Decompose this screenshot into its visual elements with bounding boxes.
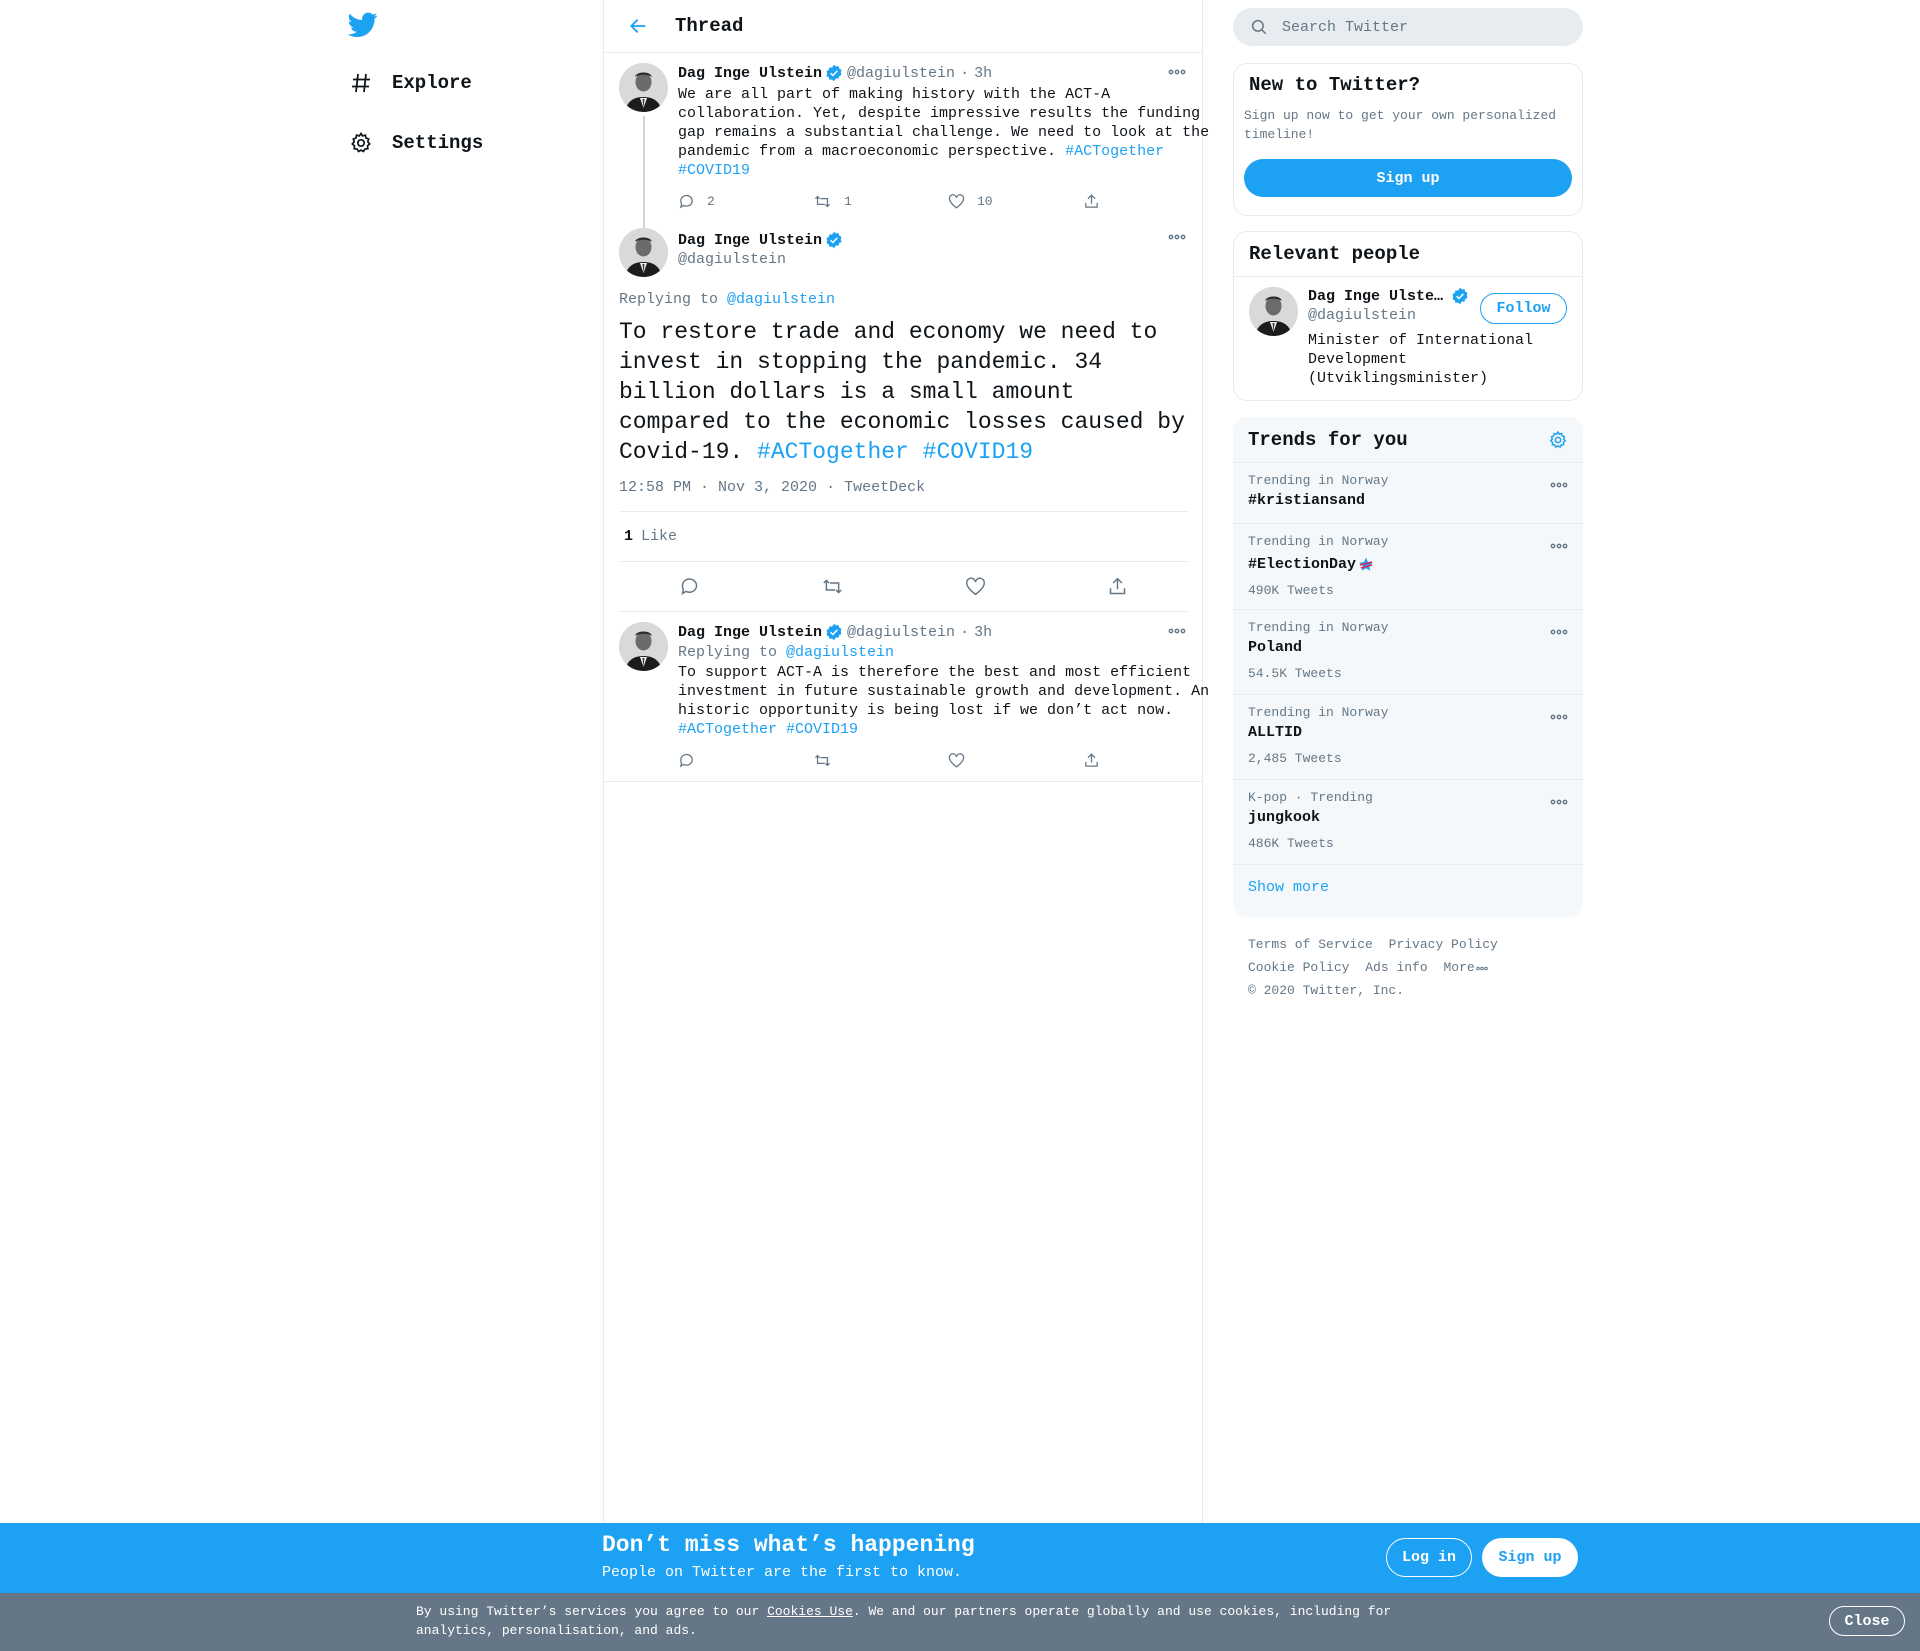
hashtag-link[interactable]: #ACTogether [757,439,909,465]
heart-icon [948,752,965,769]
thread-column [603,0,1219,1523]
person-name[interactable]: Dag Inge Ulste… [1308,287,1444,305]
tweet-text [619,317,1188,467]
trend-context: Trending in Norway [1248,705,1389,720]
trend-context: Trending in Norway [1248,473,1389,488]
hashtag-link[interactable]: #ACTogether [678,721,778,738]
privacy-link[interactable]: Privacy Policy [1388,937,1498,952]
retweet-count: 1 [844,193,852,209]
tweet-author-name[interactable]: Dag Inge Ulstein [678,623,823,641]
signup-card-subtitle: Sign up now to get your own personalized timeline! [1244,108,1557,142]
person-bio: Minister of International Development (Utviklingsminister) [1308,332,1534,387]
trend-count: 2,485 Tweets [1248,751,1342,766]
trend-name: ALLTID [1248,724,1303,741]
avatar[interactable] [619,622,668,671]
signup-banner-subtitle: People on Twitter are the first to know. [602,1564,963,1581]
search-input[interactable] [1282,19,1552,36]
replying-to [619,291,1188,308]
tweet-text [678,85,1218,180]
trends-card [1233,417,1583,917]
trend-item[interactable] [1233,524,1583,610]
share-button[interactable] [1083,752,1218,769]
gear-icon[interactable] [1548,430,1568,450]
more-options-icon[interactable] [1550,792,1568,810]
tweet-actions [678,184,1218,218]
trend-context: Trending in Norway [1248,534,1389,549]
show-more-link[interactable]: Show more [1248,879,1330,896]
like-button[interactable] [948,193,1083,210]
reply-icon [678,193,695,210]
tweet-reply[interactable] [604,612,1219,782]
more-options-icon[interactable] [1550,707,1568,725]
footer-links [1248,933,1578,1002]
trend-name: #kristiansand [1248,492,1366,509]
tweet-author-name[interactable]: Dag Inge Ulstein [678,231,823,249]
more-options-icon[interactable] [1168,65,1186,79]
trend-context: K-pop · Trending [1248,790,1373,805]
reply-button[interactable] [678,752,813,769]
more-dots-icon [1476,966,1488,971]
hashtag-link[interactable]: #COVID19 [786,721,859,738]
terms-link[interactable]: Terms of Service [1248,937,1373,952]
reply-icon [678,752,695,769]
tweet-actions [619,562,1188,612]
signup-button[interactable]: Sign up [1244,159,1572,197]
tweet-author-handle[interactable]: @dagiulstein [847,623,956,641]
share-icon [1083,193,1100,210]
reply-count: 2 [707,193,715,209]
verified-badge-icon [1451,287,1469,305]
likes-total: 1 [624,528,634,545]
share-icon [1083,752,1100,769]
separator: · [960,64,970,82]
tweet-author-handle[interactable]: @dagiulstein [847,64,956,82]
tweet-text-body: We are all part of making history with the ACT-A collaboration. Yet, despite impressive results the funding gap remains a substantial challenge. We need to look at the pandemic from a macroeconomic perspective. [678,86,1219,160]
cookie-text-after: . We and our partners operate globally and use cookies, including for analytics, personalisation, and ads. [416,1604,1392,1638]
tweet-first[interactable] [604,53,1219,218]
retweet-button[interactable] [813,752,948,769]
more-link[interactable] [1443,960,1487,975]
tweet-text-body: To restore trade and economy we need to invest in stopping the pandemic. 34 billion dollars is a small amount compared to the economic losses caused by Covid-19. [619,319,1185,465]
verified-badge-icon [825,623,843,641]
arrow-left-icon[interactable] [618,6,658,46]
tweet-datetime[interactable]: 12:58 PM · Nov 3, 2020 [619,479,818,496]
copyright: © 2020 Twitter, Inc. [1248,983,1405,998]
retweet-button[interactable] [813,193,948,210]
tweet-actions [678,743,1218,777]
avatar[interactable] [619,63,668,112]
trend-item[interactable] [1233,695,1583,780]
hashtag-link[interactable]: #COVID19 [922,439,1034,465]
trend-name: #ElectionDay [1248,556,1357,573]
gear-icon [348,130,374,156]
signup-banner-button[interactable]: Sign up [1482,1538,1578,1577]
avatar[interactable] [619,228,668,277]
replying-prefix: Replying to [678,644,787,661]
trend-item[interactable] [1233,610,1583,695]
reply-icon [679,576,700,597]
replying-to-link[interactable]: @dagiulstein [786,644,895,661]
more-options-icon[interactable] [1550,475,1568,493]
signup-card [1233,63,1583,216]
signup-banner-title: Don’t miss what’s happening [602,1532,975,1558]
person-handle[interactable]: @dagiulstein [1308,307,1417,324]
heart-icon [965,576,986,597]
login-button[interactable]: Log in [1386,1538,1472,1577]
separator: · [960,623,970,641]
like-button[interactable] [948,752,1083,769]
signup-banner [0,1523,1920,1593]
retweet-button[interactable] [821,576,844,597]
trend-item[interactable] [1233,780,1583,865]
verified-badge-icon [825,64,843,82]
replying-to-link[interactable]: @dagiulstein [727,291,836,308]
share-button[interactable] [1107,576,1128,597]
hashtag-link[interactable]: #COVID19 [678,162,751,179]
retweet-icon [821,576,844,597]
trend-item[interactable] [1233,463,1583,524]
more-options-icon[interactable] [1168,230,1186,244]
cookie-banner [0,1593,1920,1651]
share-button[interactable] [1083,193,1218,210]
tweet-author-handle[interactable]: @dagiulstein [678,251,787,268]
separator: · [826,479,836,496]
thread-header [604,0,1202,53]
relevant-people-card [1233,231,1583,401]
trend-name: Poland [1248,639,1303,656]
cookies-use-link[interactable]: Cookies Use [767,1604,853,1619]
retweet-icon [813,752,832,769]
like-count: 10 [977,193,993,209]
trend-count: 486K Tweets [1248,836,1334,851]
tweet-time[interactable]: 3h [974,623,993,641]
avatar[interactable] [1249,287,1298,336]
tweet-time[interactable]: 3h [974,64,993,82]
replying-prefix: Replying to [619,291,728,308]
reply-button[interactable] [678,193,813,210]
cookie-policy-link[interactable]: Cookie Policy [1248,960,1350,975]
tweet-text-body: To support ACT-A is therefore the best and most efficient investment in future sustainable growth and development. An historic opportunity is being lost if we don’t act now. [678,664,1219,719]
tweet-text [678,663,1218,739]
likes-summary[interactable] [619,512,1188,562]
cookie-text-before: By using Twitter’s services you agree to our [416,1604,768,1619]
tweet-timestamp [619,479,1188,512]
verified-badge-icon [825,231,843,249]
more-options-icon[interactable] [1168,624,1186,638]
nav-settings-label: Settings [392,132,484,154]
tweet-author-name[interactable]: Dag Inge Ulstein [678,64,823,82]
search-bar[interactable] [1233,8,1583,46]
ads-info-link[interactable]: Ads info [1365,960,1428,975]
page-title: Thread [675,15,744,37]
relevant-people-title: Relevant people [1249,243,1421,265]
share-icon [1107,576,1128,597]
tweet-main [604,218,1202,612]
ballot-box-emoji-icon [1357,556,1375,574]
more-options-icon[interactable] [1550,536,1568,554]
hashtag-link[interactable]: #ACTogether [1065,143,1165,160]
trend-context: Trending in Norway [1248,620,1389,635]
tweet-source[interactable]: TweetDeck [844,479,926,496]
replying-to [678,644,1218,661]
trend-name: jungkook [1248,809,1321,826]
signup-card-title: New to Twitter? [1249,74,1421,96]
nav-explore[interactable] [348,63,472,103]
search-icon [1250,18,1268,36]
nav-settings[interactable] [348,123,483,163]
close-button[interactable]: Close [1829,1606,1905,1636]
reply-button[interactable] [679,576,700,597]
twitter-bird-icon[interactable] [348,12,380,40]
more-link-label: More [1443,960,1475,975]
hashtag-icon [348,70,374,96]
retweet-icon [813,193,832,210]
cookie-text [416,1602,1416,1640]
more-options-icon[interactable] [1550,622,1568,640]
trend-count: 490K Tweets [1248,583,1334,598]
follow-button[interactable]: Follow [1480,293,1567,324]
likes-label: Like [641,528,678,545]
nav-explore-label: Explore [392,72,472,94]
heart-icon [948,193,965,210]
trend-count: 54.5K Tweets [1248,666,1342,681]
trends-title: Trends for you [1248,428,1408,451]
like-button[interactable] [965,576,986,597]
